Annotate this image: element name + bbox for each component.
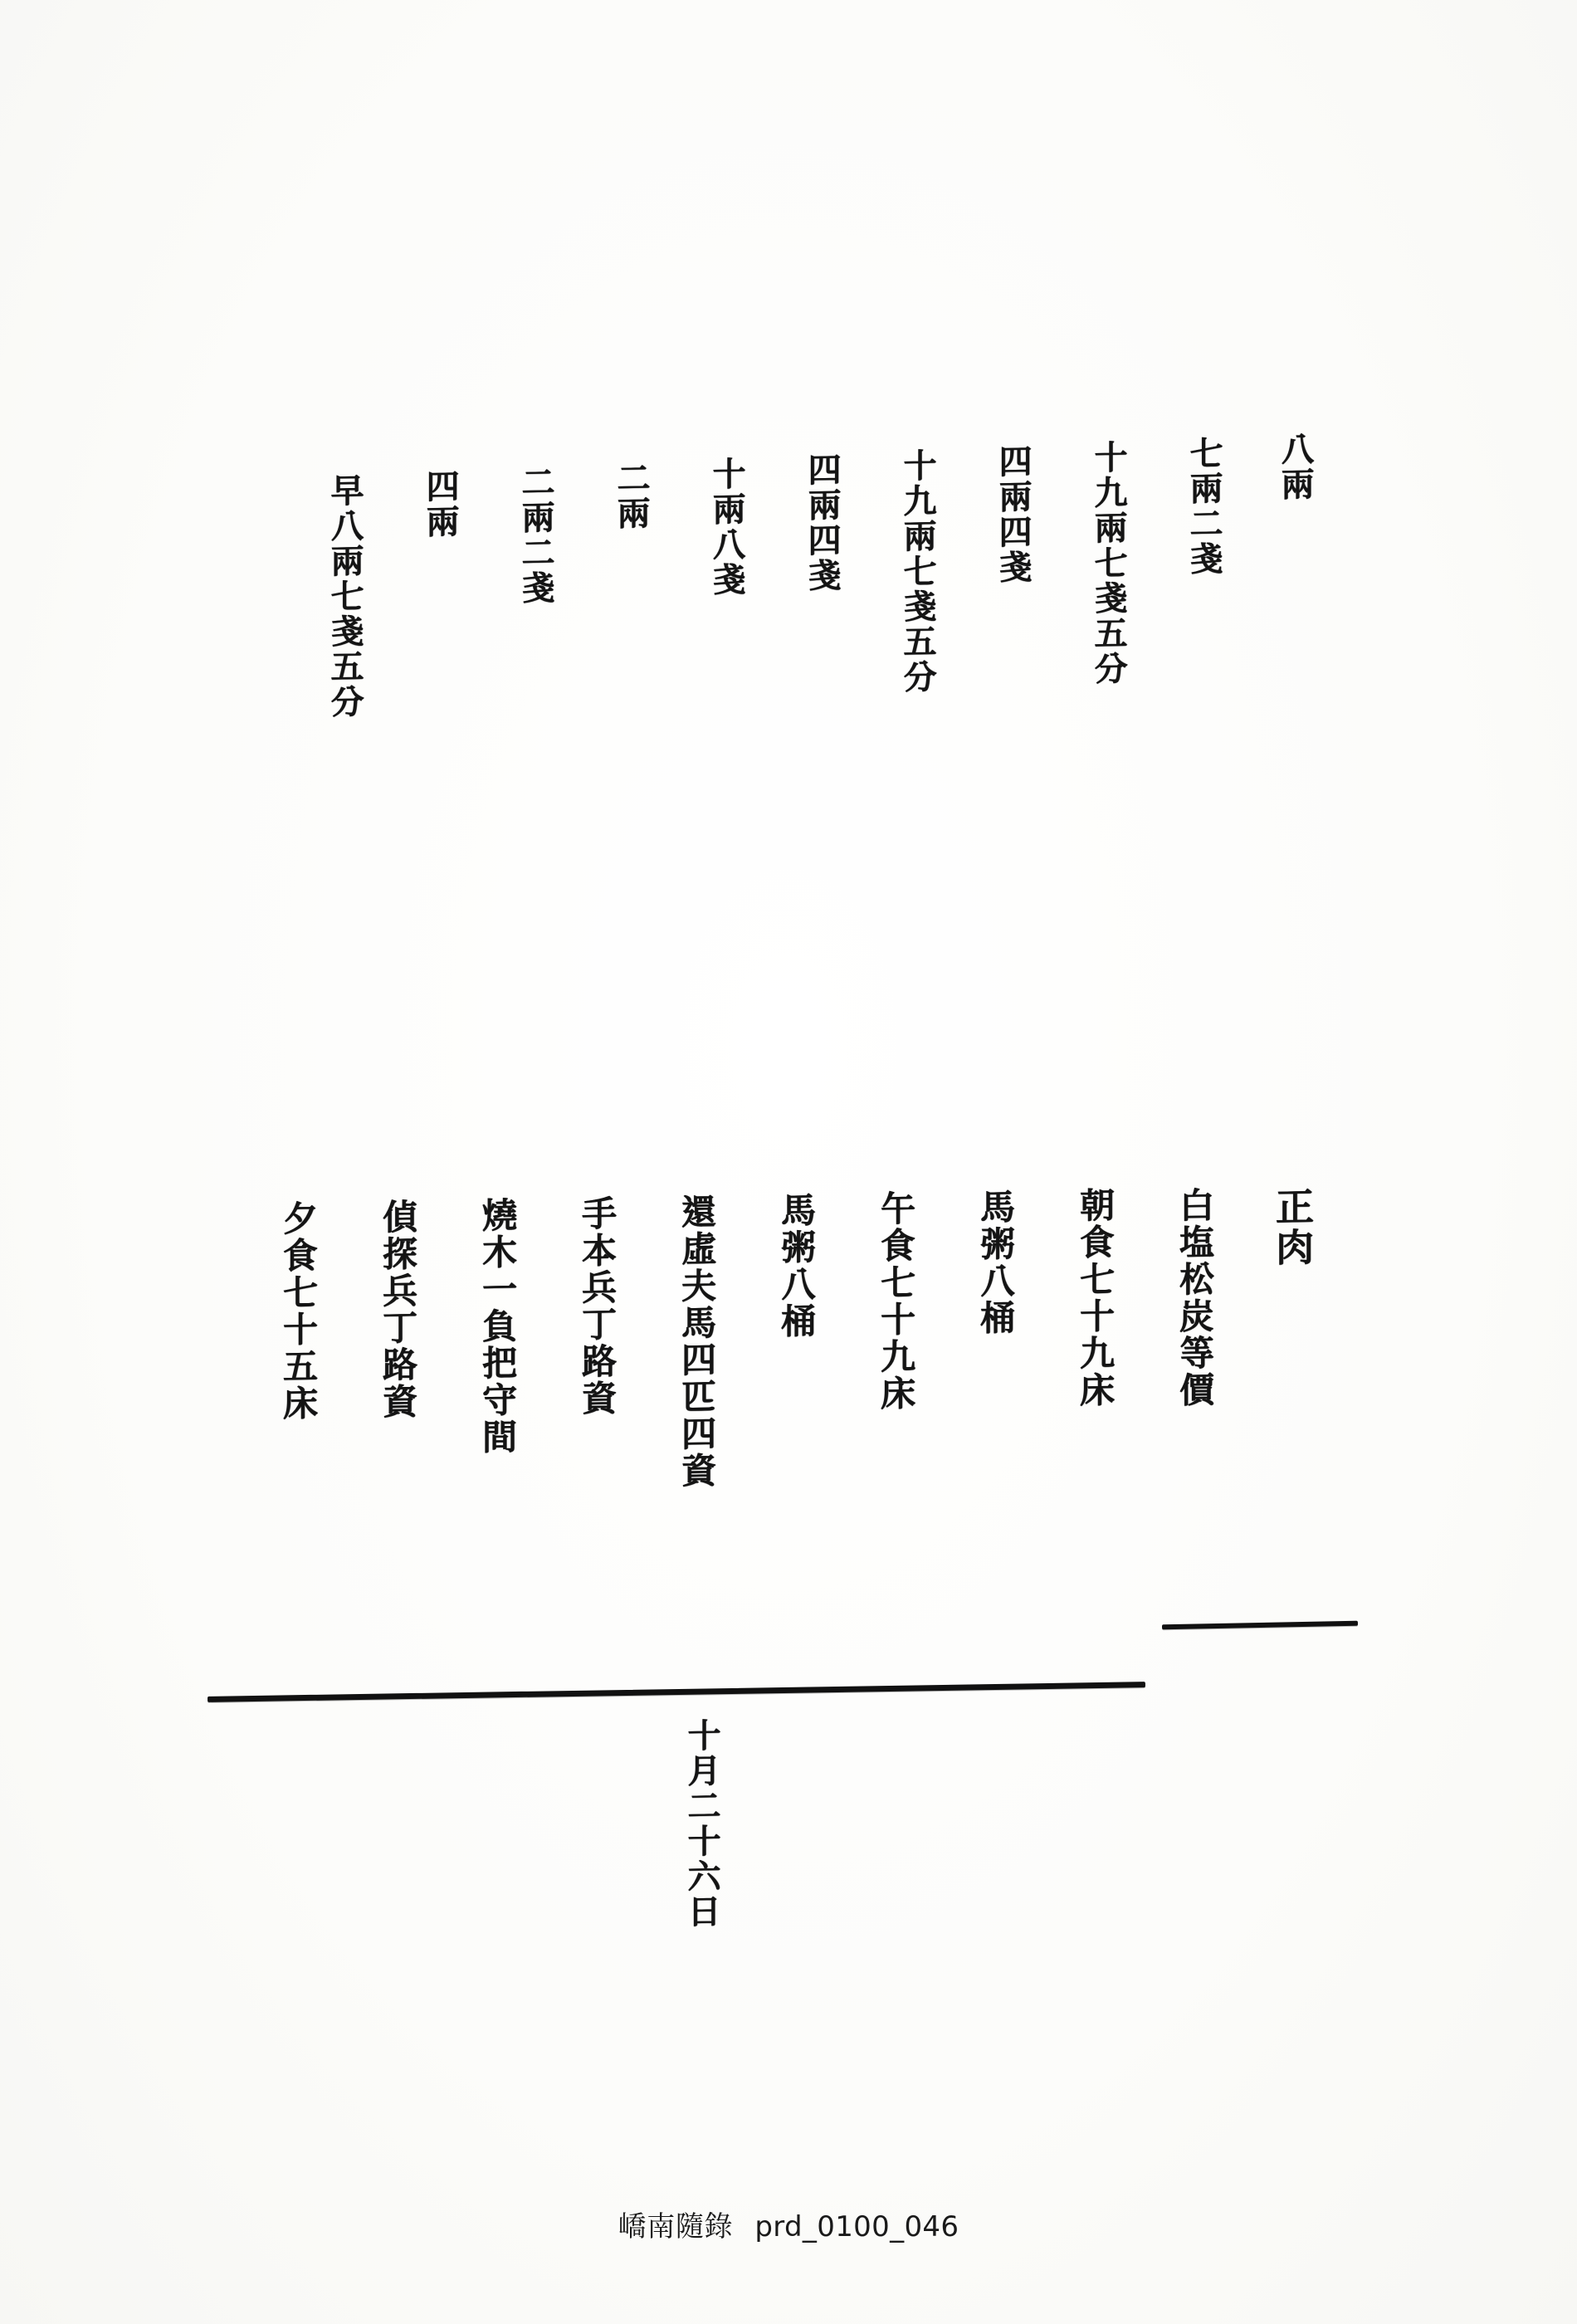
- item-column-7: 手本兵丁路資: [577, 1194, 618, 1418]
- item-column-5: 馬粥八桶: [776, 1191, 817, 1340]
- amount-column-5: 十九兩七戔五分: [898, 447, 937, 696]
- amount-column-11: 早八兩七戔五分: [325, 472, 364, 720]
- amount-column-2: 七兩二戔: [1184, 435, 1223, 578]
- amount-column-3: 十九兩七戔五分: [1089, 439, 1128, 687]
- footer-folio-id: prd_0100_046: [754, 2210, 959, 2243]
- item-column-8: 燒木一負把守間: [477, 1196, 518, 1457]
- amount-column-6: 四兩四戔: [803, 452, 842, 594]
- item-column-10: 夕食七十五床: [278, 1199, 319, 1423]
- item-column-4: 午食七十九床: [876, 1189, 916, 1413]
- amount-column-7: 十兩八戔: [707, 456, 746, 598]
- footer-book-title: 嶠南隨錄: [618, 2210, 734, 2243]
- item-column-6: 還虛夫馬四匹四資: [676, 1193, 717, 1490]
- page-footer: [0, 2204, 1577, 2244]
- amount-column-1: 八兩: [1276, 431, 1315, 503]
- amount-column-8: 二兩: [612, 460, 651, 532]
- amount-column-4: 四兩四戔: [994, 443, 1033, 586]
- item-column-3: 馬粥八桶: [975, 1188, 1016, 1337]
- amount-column-10: 四兩: [421, 468, 460, 540]
- item-heading: 正肉: [1270, 1186, 1315, 1269]
- item-column-2: 朝食七十九床: [1075, 1186, 1116, 1409]
- item-column-1: 白塩松炭等價: [1174, 1186, 1215, 1409]
- item-column-9: 偵探兵丁路資: [378, 1198, 418, 1421]
- date-note: 十月二十六日: [682, 1717, 721, 1930]
- amount-column-9: 二兩二戔: [516, 464, 555, 607]
